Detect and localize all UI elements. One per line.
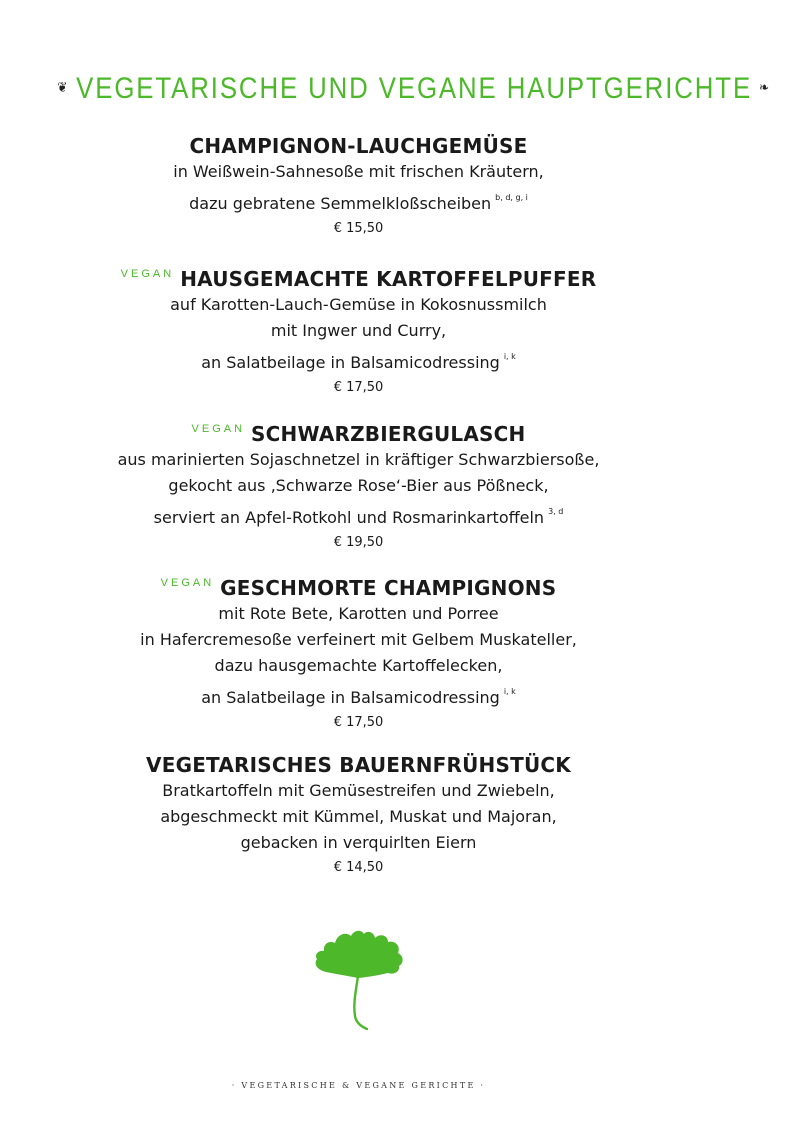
description-line: mit Ingwer und Curry, [270, 321, 447, 340]
allergen-codes: 3, d [548, 507, 564, 516]
menu-item [0, 417, 717, 554]
section-title: VEGETARISCHE UND VEGANE HAUPTGERICHTE [76, 72, 753, 105]
menu-item [0, 262, 717, 399]
dish-name: GESCHMORTE CHAMPIGNONS [220, 576, 557, 600]
description-line: abgeschmeckt mit Kümmel, Muskat und Majoran, [160, 807, 557, 826]
vegan-label: VEGAN [160, 577, 215, 589]
description-line: an Salatbeilage in Balsamicodressing [201, 688, 500, 707]
description-line: in Weißwein-Sahnesoße mit frischen Kräutern, [173, 162, 544, 181]
description-line: auf Karotten-Lauch-Gemüse in Kokosnussmilch [170, 295, 547, 314]
dish-price: € 19,50 [333, 535, 384, 550]
description-line: aus marinierten Sojaschnetzel in kräftiger Schwarzbiersoße, [117, 450, 600, 469]
dish-description [0, 778, 717, 856]
vegan-label: VEGAN [191, 423, 246, 435]
description-line: gekocht aus ‚Schwarze Rose‘-Bier aus Pößneck, [168, 476, 549, 495]
section-heading [50, 72, 771, 106]
description-line: mit Rote Bete, Karotten und Porree [218, 604, 499, 623]
description-line: gebacken in verquirlten Eiern [240, 833, 477, 852]
description-line: dazu hausgemachte Kartoffelecken, [214, 656, 503, 675]
allergen-codes: i, k [503, 687, 516, 696]
menu-item [0, 571, 717, 734]
menu-item [0, 134, 717, 240]
dish-price: € 17,50 [333, 380, 384, 395]
dish-description [0, 292, 717, 376]
description-line: an Salatbeilage in Balsamicodressing [201, 353, 500, 372]
leaf-ornament-icon: ❦ [57, 78, 70, 95]
dish-name: VEGETARISCHES BAUERNFRÜHSTÜCK [146, 753, 571, 777]
dish-name: SCHWARZBIERGULASCH [251, 422, 526, 446]
allergen-codes: b, d, g, i [495, 193, 528, 202]
description-line: in Hafercremesoße verfeinert mit Gelbem Muskateller, [140, 630, 577, 649]
description-line: Bratkartoffeln mit Gemüsestreifen und Zwiebeln, [162, 781, 555, 800]
dish-price: € 14,50 [333, 860, 384, 875]
leaf-ornament-icon: ❧ [758, 78, 771, 95]
dish-description [0, 447, 717, 531]
dish-name: CHAMPIGNON-LAUCHGEMÜSE [189, 134, 528, 158]
dish-price: € 15,50 [333, 221, 384, 236]
description-line: dazu gebratene Semmelkloßscheiben [189, 194, 492, 213]
dish-name: HAUSGEMACHTE KARTOFFELPUFFER [180, 267, 597, 291]
vegan-label: VEGAN [120, 268, 175, 280]
page-footer: · VEGETARISCHE & VEGANE GERICHTE · [231, 1081, 486, 1090]
allergen-codes: i, k [503, 352, 516, 361]
ginkgo-leaf-icon [312, 926, 406, 1030]
description-line: serviert an Apfel-Rotkohl und Rosmarinkartoffeln [153, 508, 545, 527]
dish-description [0, 601, 717, 711]
menu-item [0, 753, 717, 879]
dish-price: € 17,50 [333, 715, 384, 730]
dish-description [0, 159, 717, 217]
